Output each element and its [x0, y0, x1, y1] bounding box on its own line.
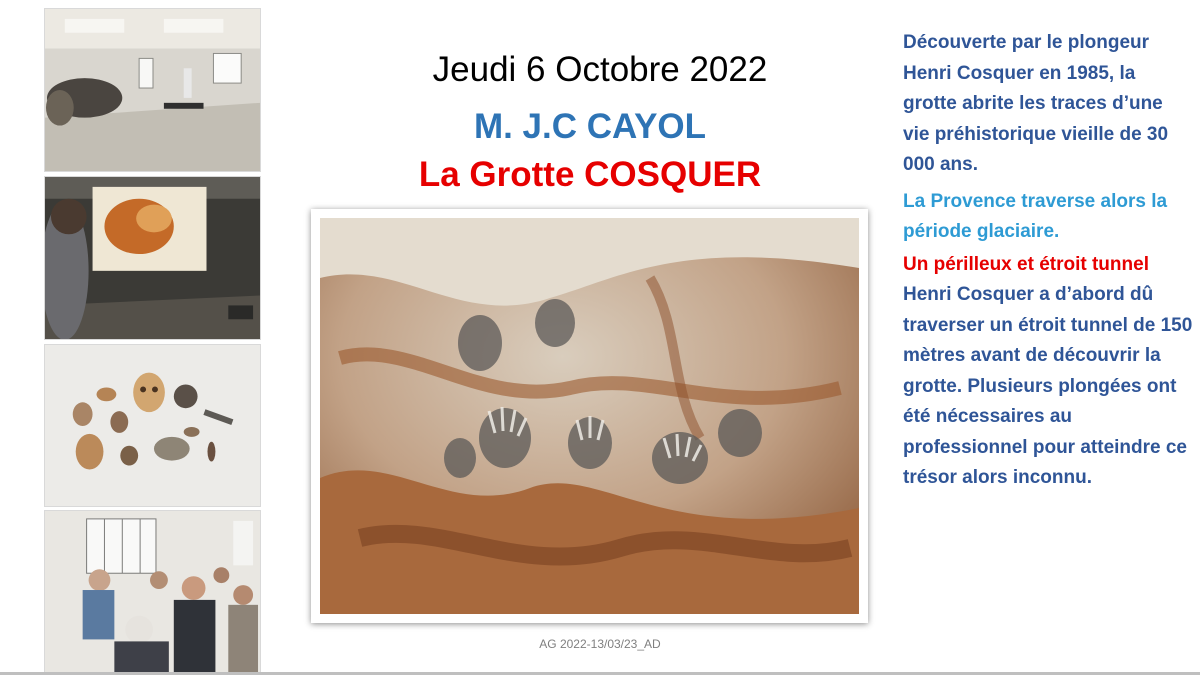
- tunnel-paragraph: Henri Cosquer a d’abord dû traverser un étroit tunnel de 150 mètres avant de découvrir la grotte. Plusieurs plongées ont été nécessaires au professionnel pour atteindre ce trésor alors inconnu.: [903, 284, 1193, 488]
- description-panel: [903, 28, 1193, 494]
- photo-meeting-room: [44, 8, 261, 172]
- photo-artifacts: [44, 344, 261, 507]
- speaker-name: M. J.C CAYOL: [473, 107, 707, 146]
- glacial-period-paragraph: La Provence traverse alors la période glaciaire.: [903, 190, 1168, 242]
- photo-caption: AG 2022-13/03/23_AD: [539, 637, 661, 651]
- discovery-paragraph: Découverte par le plongeur Henri Cosquer en 1985, la grotte abrite les traces d’une vie préhistorique vieille de 30 000 ans.: [903, 32, 1169, 175]
- talk-title: La Grotte COSQUER: [418, 155, 762, 194]
- photo-projection: [44, 176, 261, 340]
- photo-audience: [44, 510, 261, 674]
- slide-date: Jeudi 6 Octobre 2022: [432, 50, 768, 89]
- cave-painting-photo: [311, 209, 868, 623]
- tunnel-heading: Un périlleux et étroit tunnel: [903, 253, 1149, 275]
